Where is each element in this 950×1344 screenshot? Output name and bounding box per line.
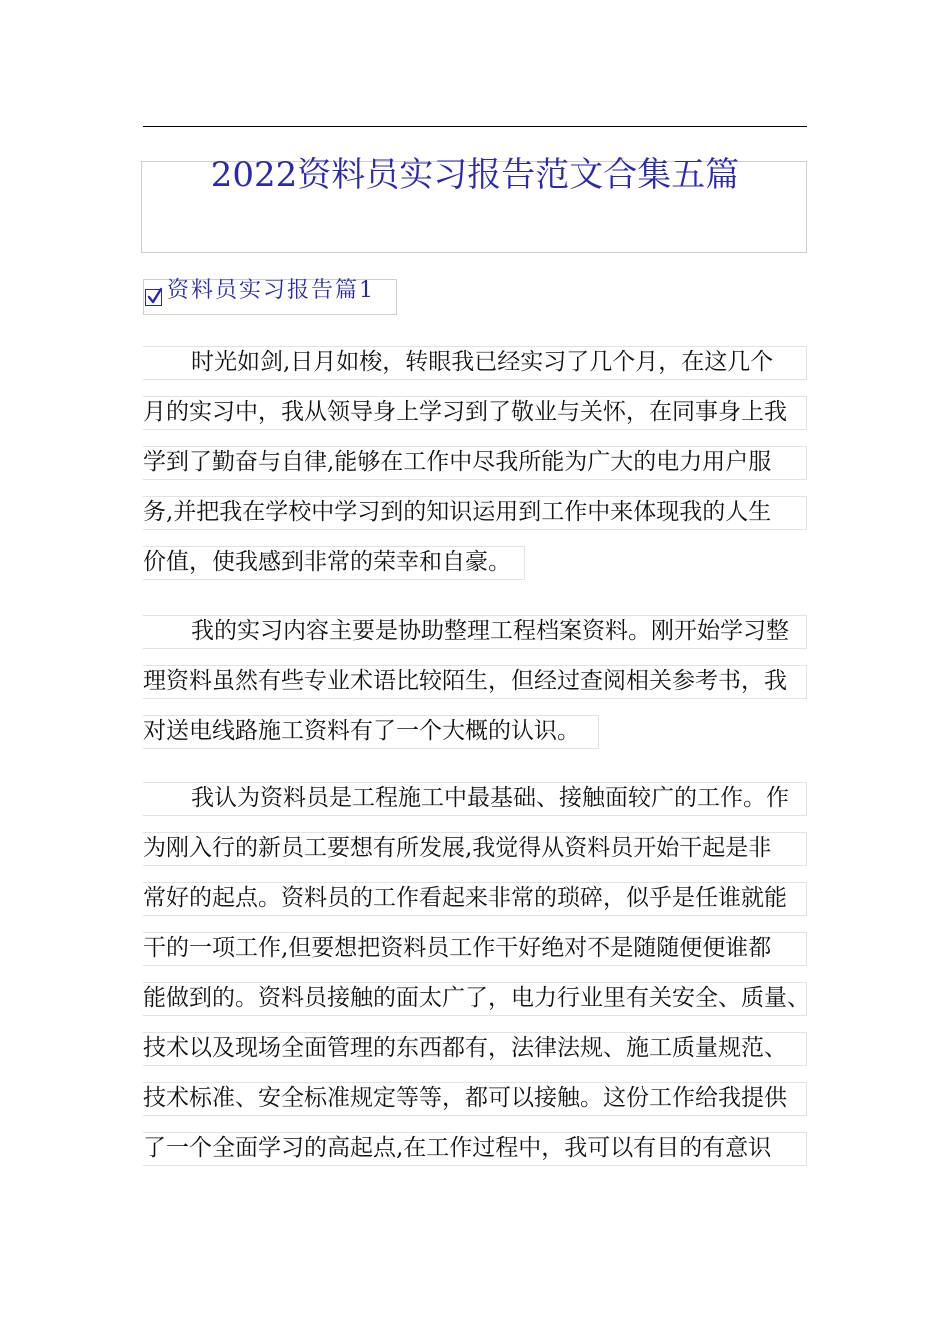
section-heading: 资料员实习报告篇1: [167, 278, 375, 303]
paragraph-2-line-2: 理资料虽然有些专业术语比较陌生，但经过查阅相关参考书，我: [143, 665, 807, 699]
paragraph-3-line-6: 技术以及现场全面管理的东西都有，法律法规、施工质量规范、: [143, 1032, 807, 1066]
paragraph-3-line-8: 了一个全面学习的高起点,在工作过程中，我可以有目的有意识: [143, 1132, 807, 1166]
document-title: 2022资料员实习报告范文合集五篇: [210, 155, 740, 195]
paragraph-1-line-3: 学到了勤奋与自律,能够在工作中尽我所能为广大的电力用户服: [143, 446, 807, 480]
checkbox-checked-icon: [145, 289, 162, 306]
paragraph-1-line-5: 价值，使我感到非常的荣幸和自豪。: [143, 546, 525, 580]
paragraph-3-line-7: 技术标准、安全标准规定等等，都可以接触。这份工作给我提供: [143, 1082, 807, 1116]
paragraph-3-line-3: 常好的起点。资料员的工作看起来非常的琐碎，似乎是任谁就能: [143, 882, 807, 916]
paragraph-3-line-4: 干的一项工作,但要想把资料员工作干好绝对不是随随便便谁都: [143, 932, 807, 966]
paragraph-3-line-1: 我认为资料员是工程施工中最基础、接触面较广的工作。作: [143, 782, 807, 816]
paragraph-3-line-5: 能做到的。资料员接触的面太广了，电力行业里有关安全、质量、: [143, 982, 807, 1016]
paragraph-3-line-2: 为刚入行的新员工要想有所发展,我觉得从资料员开始干起是非: [143, 832, 807, 866]
paragraph-1-line-1: 时光如剑,日月如梭，转眼我已经实习了几个月，在这几个: [143, 346, 807, 380]
paragraph-1-line-2: 月的实习中，我从领导身上学习到了敬业与关怀，在同事身上我: [143, 396, 807, 430]
top-rule: [143, 126, 807, 127]
paragraph-2-line-1: 我的实习内容主要是协助整理工程档案资料。刚开始学习整: [143, 615, 807, 649]
paragraph-2-line-3: 对送电线路施工资料有了一个大概的认识。: [143, 715, 599, 749]
paragraph-1-line-4: 务,并把我在学校中学习到的知识运用到工作中来体现我的人生: [143, 496, 807, 530]
